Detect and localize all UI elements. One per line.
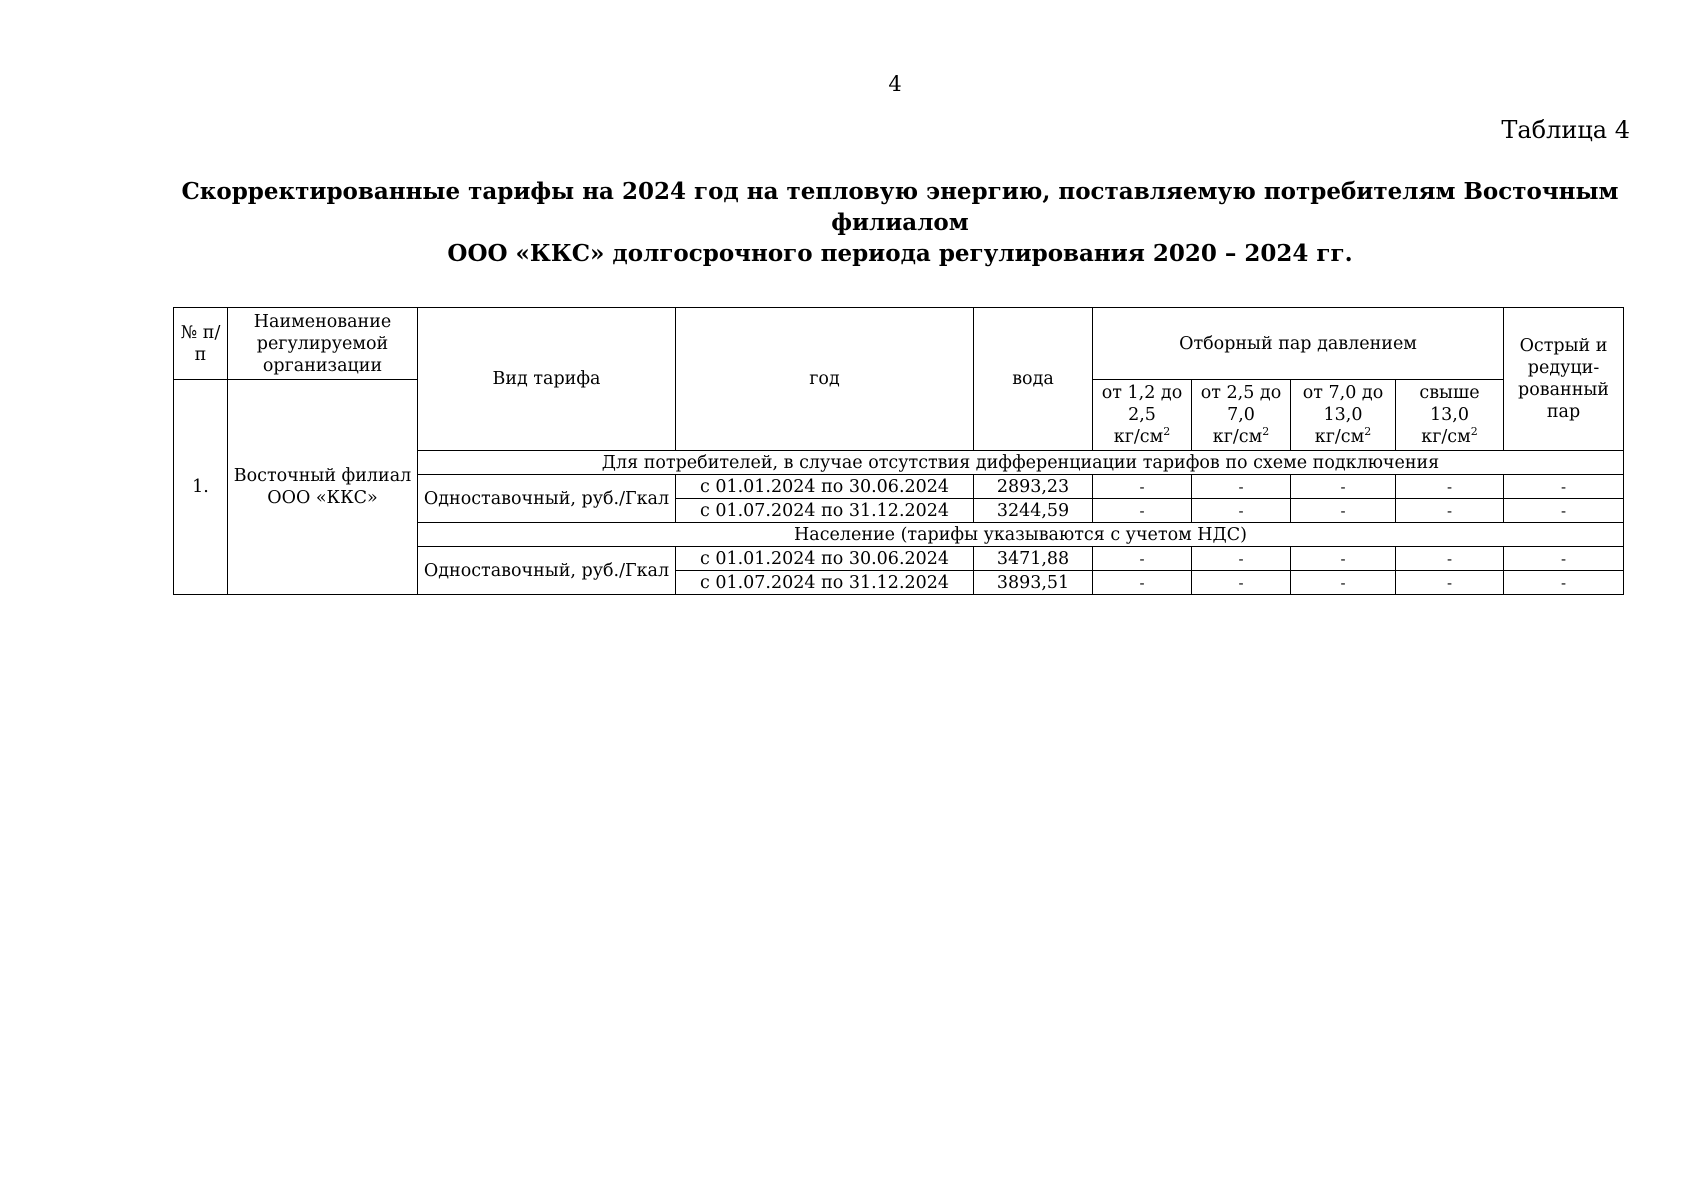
water-value: 2893,23 [974,475,1093,499]
header-water: вода [974,308,1093,451]
pressure-1-value: - [1093,547,1192,571]
header-num: № п/п [174,308,228,380]
header-pressure-1 [1093,380,1192,451]
unit-base: кг/см [1314,427,1365,447]
pressure-4-value: - [1396,571,1504,595]
pressure-1-unit [1114,427,1170,447]
sharp-steam-value: - [1504,499,1624,523]
sharp-steam-value: - [1504,571,1624,595]
header-sharp-steam: Острый и редуци-рованный пар [1504,308,1624,451]
header-steam-group: Отборный пар давлением [1093,308,1504,380]
pressure-4-value: - [1396,547,1504,571]
pressure-2-value: - [1192,571,1291,595]
header-tariff-type: Вид тарифа [418,308,676,451]
water-value: 3471,88 [974,547,1093,571]
section-label: Население (тарифы указываются с учетом НДС) [418,523,1624,547]
pressure-2-unit [1213,427,1269,447]
header-row-1 [174,308,1624,380]
pressure-3-value: - [1291,475,1396,499]
unit-exp: 2 [1470,425,1478,439]
header-org: Наименование регулируемой организации [228,308,418,380]
period-cell: с 01.07.2024 по 31.12.2024 [676,571,974,595]
unit-exp: 2 [1262,425,1270,439]
water-value: 3244,59 [974,499,1093,523]
unit-base: кг/см [1212,427,1263,447]
header-year: год [676,308,974,451]
pressure-3-label: от 7,0 до 13,0 [1302,383,1384,425]
period-cell: с 01.01.2024 по 30.06.2024 [676,475,974,499]
pressure-1-value: - [1093,571,1192,595]
page-number: 4 [888,72,902,96]
period-cell: с 01.01.2024 по 30.06.2024 [676,547,974,571]
header-pressure-3 [1291,380,1396,451]
sharp-steam-value: - [1504,475,1624,499]
title-line-1: Скорректированные тарифы на 2024 год на тепловую энергию, поставляемую потребителям Восточным [181,178,1619,205]
pressure-2-label: от 2,5 до 7,0 [1200,383,1282,425]
unit-exp: 2 [1163,425,1171,439]
pressure-1-value: - [1093,475,1192,499]
pressure-1-value: - [1093,499,1192,523]
pressure-2-value: - [1192,499,1291,523]
sharp-steam-value: - [1504,547,1624,571]
pressure-2-value: - [1192,475,1291,499]
table-caption: Таблица 4 [1501,116,1630,144]
title-line-3: ООО «ККС» долгосрочного периода регулирования 2020 – 2024 гг. [447,240,1353,267]
document-title [160,176,1640,269]
period-cell: с 01.07.2024 по 31.12.2024 [676,499,974,523]
section-label: Для потребителей, в случае отсутствия дифференциации тарифов по схеме подключения [418,451,1624,475]
pressure-1-label: от 1,2 до 2,5 [1101,383,1183,425]
header-pressure-4 [1396,380,1504,451]
pressure-3-value: - [1291,547,1396,571]
org-name: Восточный филиал ООО «ККС» [228,380,418,595]
pressure-4-value: - [1396,475,1504,499]
header-pressure-2 [1192,380,1291,451]
row-number: 1. [174,380,228,595]
pressure-3-value: - [1291,499,1396,523]
unit-base: кг/см [1113,427,1164,447]
unit-exp: 2 [1364,425,1372,439]
pressure-2-value: - [1192,547,1291,571]
unit-base: кг/см [1421,427,1471,447]
pressure-4-label: свыше 13,0 [1419,383,1480,425]
pressure-3-unit [1315,427,1371,447]
pressure-3-value: - [1291,571,1396,595]
tariff-table [173,307,1624,595]
tariff-type-cell: Одноставочный, руб./Гкал [418,475,676,523]
tariff-type-cell: Одноставочный, руб./Гкал [418,547,676,595]
pressure-4-value: - [1396,499,1504,523]
title-line-2: филиалом [831,209,969,236]
water-value: 3893,51 [974,571,1093,595]
pressure-4-unit [1421,427,1477,447]
